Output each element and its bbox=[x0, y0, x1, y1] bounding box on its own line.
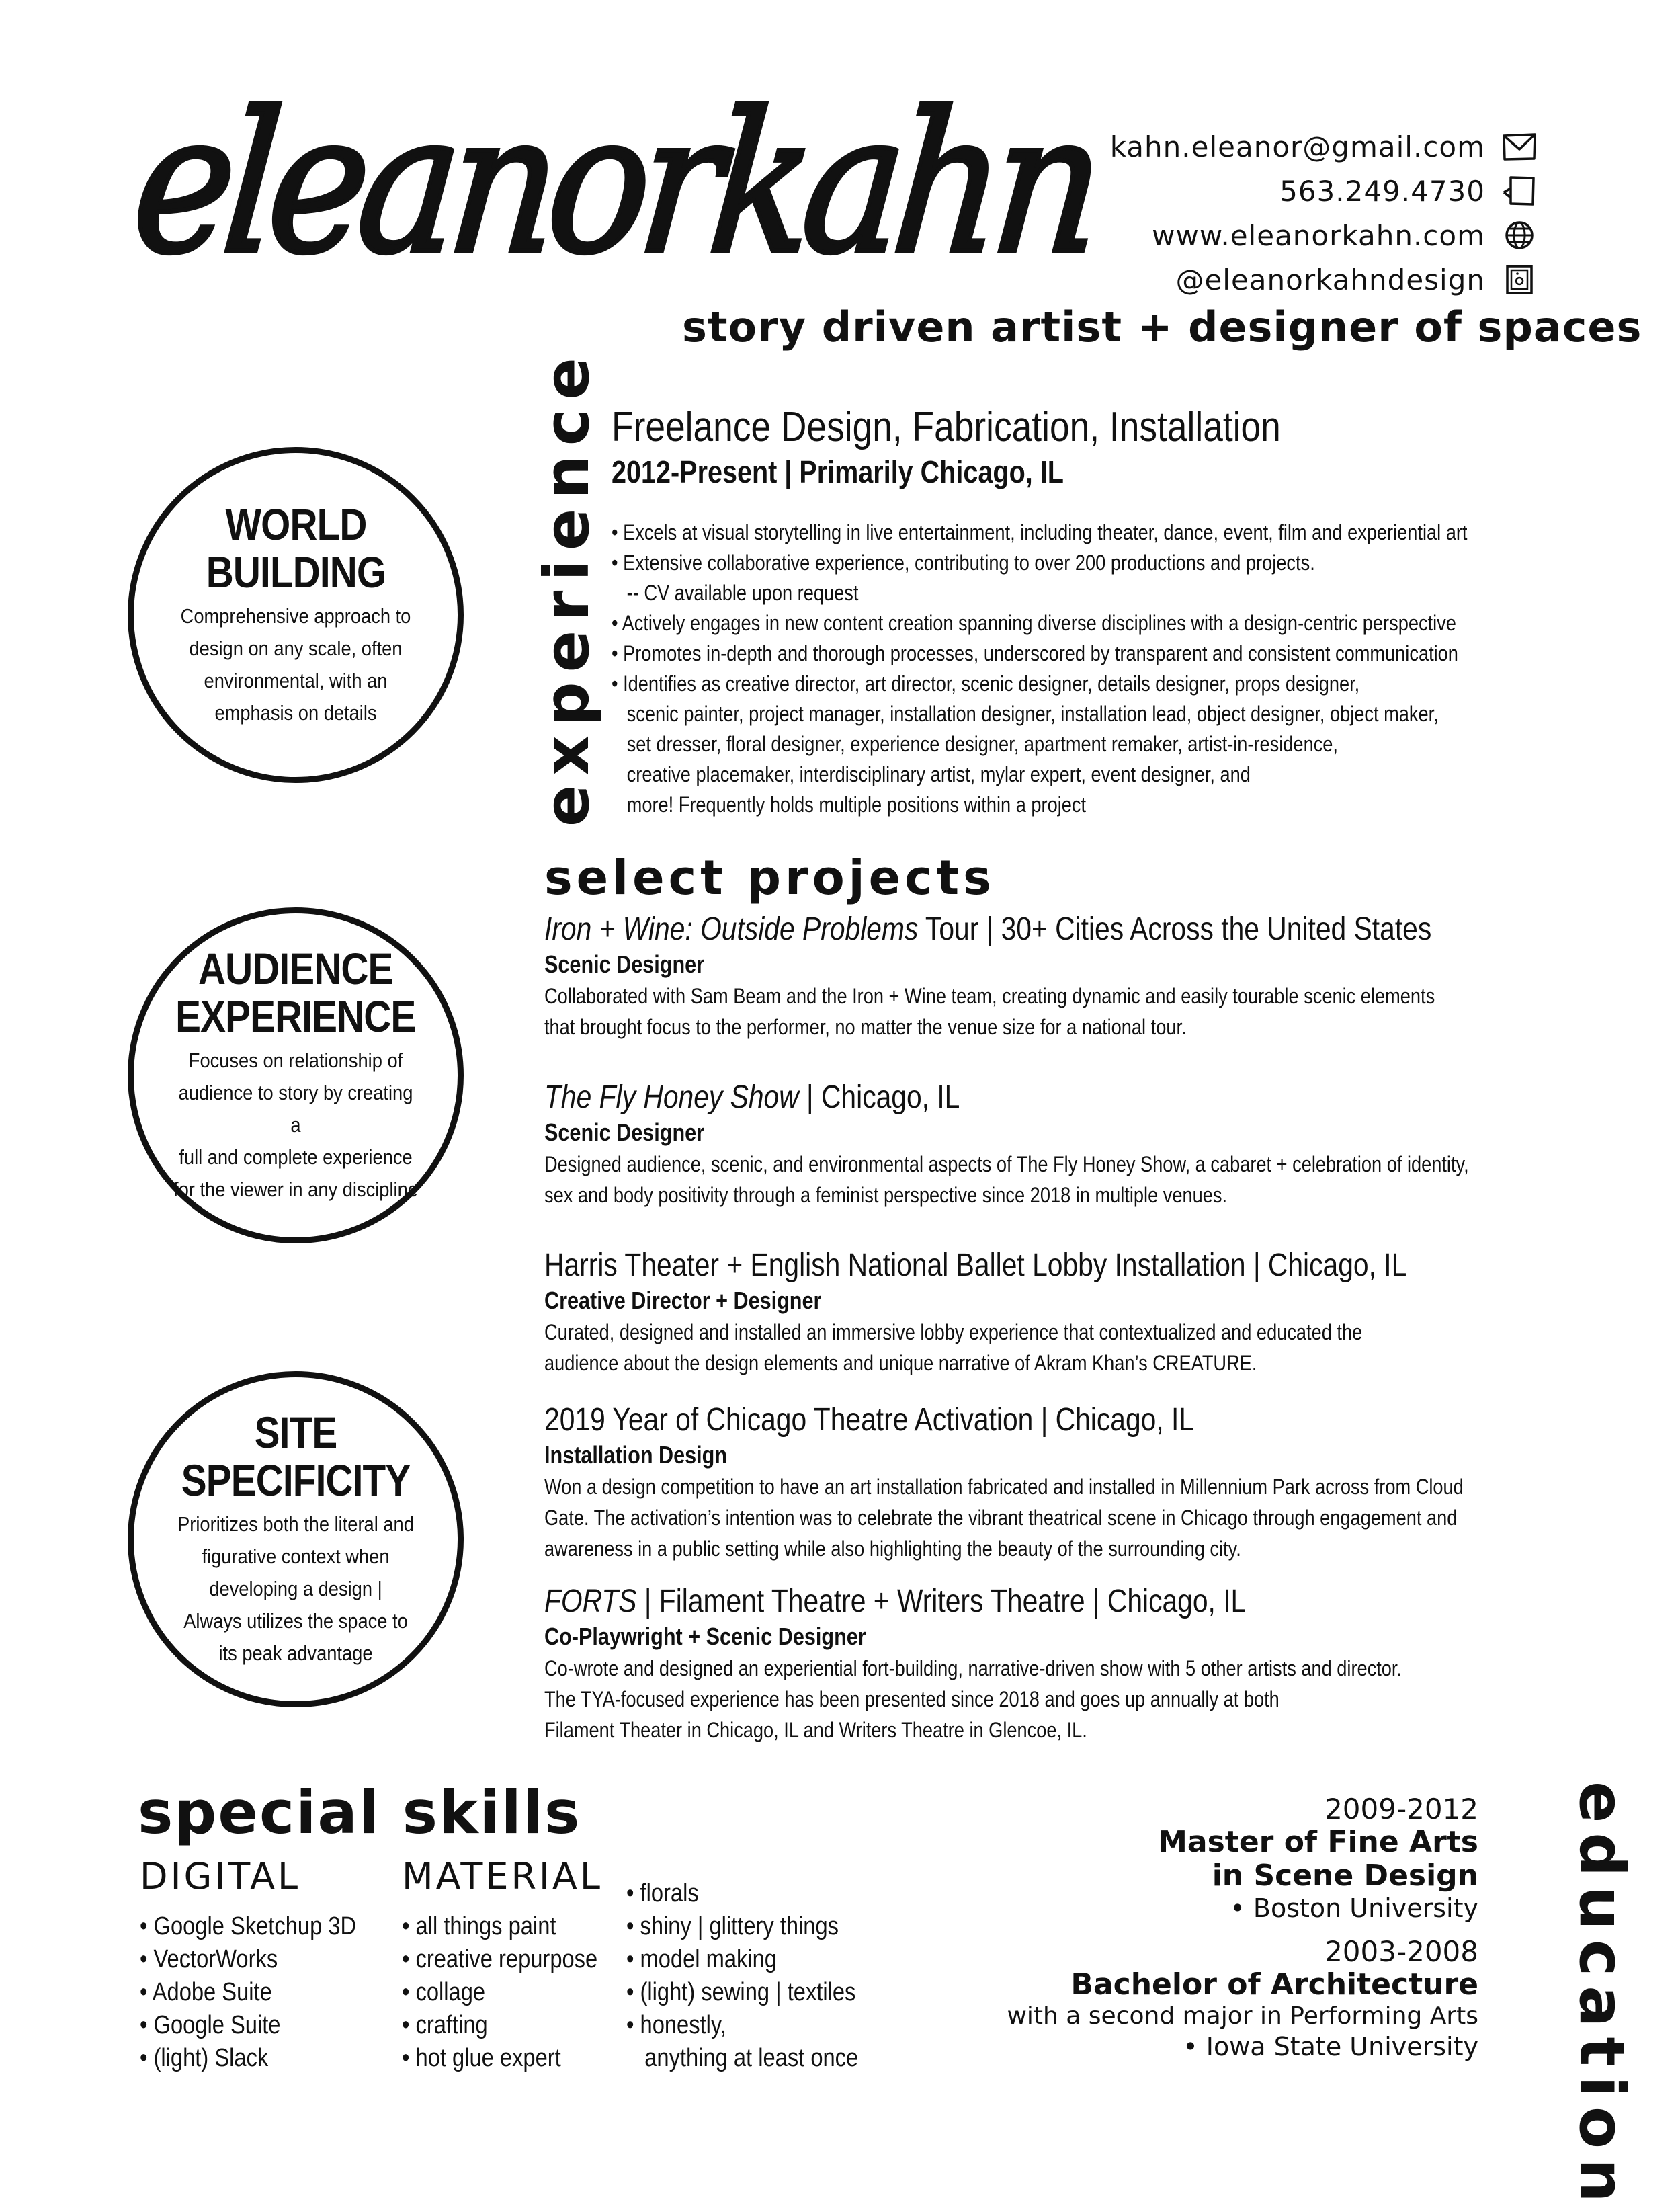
skills-heading: special skills bbox=[138, 1778, 581, 1847]
circle-title: AUDIENCE EXPERIENCE bbox=[175, 943, 416, 1041]
education-degree: Master of Fine Arts bbox=[1158, 1825, 1478, 1859]
experience-line: creative placemaker, interdisciplinary artist, mylar expert, event designer, and bbox=[612, 762, 1251, 786]
project-title bbox=[544, 911, 1504, 948]
list-item: • Google Sketchup 3D bbox=[140, 1912, 357, 1940]
experience-line: • Identifies as creative director, art director, scenic designer, details designer, props designer, bbox=[612, 671, 1360, 696]
project-role: Creative Director + Designer bbox=[544, 1286, 822, 1314]
project-desc-line: Designed audience, scenic, and environmental aspects of The Fly Honey Show, a cabaret + celebration of identity, bbox=[544, 1152, 1469, 1176]
project-title-italic: The Fly Honey Show bbox=[544, 1079, 799, 1115]
contact-list bbox=[800, 124, 1539, 302]
list-item: • collage bbox=[402, 1978, 486, 2006]
list-item: • florals bbox=[626, 1879, 699, 1908]
circle-desc: Comprehensive approach to design on any scale, often environmental, with an emphasis on details bbox=[180, 604, 411, 725]
envelope-icon bbox=[1500, 130, 1539, 163]
project-fly-honey bbox=[544, 1079, 1504, 1211]
globe-icon bbox=[1500, 218, 1539, 252]
circle-audience-experience bbox=[128, 907, 464, 1243]
circle-desc: Focuses on relationship of audience to story by creating a full and complete experience for the viewer in any discipline bbox=[173, 1049, 418, 1202]
circle-title: WORLD BUILDING bbox=[206, 499, 386, 597]
experience-label: experience bbox=[531, 348, 603, 827]
experience-subtitle: 2012-Present | Primarily Chicago, IL bbox=[612, 454, 1064, 489]
project-title-rest: | Filament Theatre + Writers Theatre | Chicago, IL bbox=[636, 1584, 1247, 1619]
skills-material-list bbox=[402, 1910, 597, 2075]
list-item: • (light) Slack bbox=[140, 2044, 269, 2072]
project-title: 2019 Year of Chicago Theatre Activation | Chicago, IL bbox=[544, 1402, 1195, 1438]
experience-line: scenic painter, project manager, installation designer, installation lead, object designer, object maker, bbox=[612, 702, 1439, 726]
list-item: • Google Suite bbox=[140, 2011, 281, 2039]
education-entry-mfa bbox=[874, 1793, 1478, 1924]
phone-icon bbox=[1500, 174, 1539, 208]
experience-line: • Promotes in-depth and thorough processes, underscored by transparent and consistent communication bbox=[612, 641, 1458, 665]
circle-desc: Prioritizes both the literal and figurative context when developing a design | Always utilizes the space to its peak advantage bbox=[177, 1512, 414, 1666]
project-desc-line: Filament Theater in Chicago, IL and Writers Theatre in Glencoe, IL. bbox=[544, 1718, 1087, 1742]
project-title-italic: FORTS bbox=[544, 1584, 637, 1619]
signature-text: eleanorkahn bbox=[125, 71, 1103, 296]
project-harris-theater bbox=[544, 1247, 1504, 1379]
education-entry-barch bbox=[874, 1936, 1478, 2062]
project-iron-wine bbox=[544, 911, 1504, 1042]
circle-title: SITE SPECIFICITY bbox=[181, 1407, 411, 1505]
experience-line: • Extensive collaborative experience, contributing to over 200 productions and projects. bbox=[612, 550, 1315, 575]
project-desc-line: that brought focus to the performer, no matter the venue size for a national tour. bbox=[544, 1015, 1187, 1039]
education-years: 2003-2008 bbox=[1325, 1935, 1478, 1968]
project-desc-line: Won a design competition to have an art installation fabricated and installed in Millennium Park across from Cloud bbox=[544, 1475, 1464, 1499]
education-degree: in Scene Design bbox=[1212, 1858, 1478, 1893]
project-role: Installation Design bbox=[544, 1441, 728, 1469]
contact-email[interactable] bbox=[800, 124, 1539, 169]
list-item: • shiny | glittery things bbox=[626, 1912, 839, 1940]
project-desc-line: The TYA-focused experience has been presented since 2018 and goes up annually at both bbox=[544, 1687, 1279, 1711]
project-title-italic: Iron + Wine: Outside Problems bbox=[544, 911, 919, 947]
experience-line: set dresser, floral designer, experience designer, apartment remaker, artist-in-residence, bbox=[612, 732, 1338, 756]
education-degree: Bachelor of Architecture bbox=[1070, 1967, 1478, 2002]
project-desc-line: awareness in a public setting while also highlighting the beauty of the surrounding city. bbox=[544, 1537, 1241, 1561]
project-title bbox=[544, 1583, 1504, 1621]
list-item: • model making bbox=[626, 1945, 777, 1973]
project-desc-line: audience about the design elements and unique narrative of Akram Khan’s CREATURE. bbox=[544, 1351, 1257, 1375]
circle-site-specificity bbox=[128, 1371, 464, 1707]
project-desc-line: Co-wrote and designed an experiential fort-building, narrative-driven show with 5 other artists and director. bbox=[544, 1656, 1402, 1680]
list-item: • honestly, bbox=[626, 2011, 726, 2039]
list-item: • (light) sewing | textiles bbox=[626, 1978, 856, 2006]
project-desc-line: Collaborated with Sam Beam and the Iron + Wine team, creating dynamic and easily tourable scenic elements bbox=[544, 984, 1435, 1008]
list-item: • Adobe Suite bbox=[140, 1978, 272, 2006]
phone-text[interactable]: 563.249.4730 bbox=[1279, 174, 1485, 208]
website-text[interactable]: www.eleanorkahn.com bbox=[1152, 218, 1485, 252]
experience-line: • Excels at visual storytelling in live entertainment, including theater, dance, event, film and experiential art bbox=[612, 520, 1468, 544]
list-item: • VectorWorks bbox=[140, 1945, 278, 1973]
circle-world-building bbox=[128, 447, 464, 783]
skills-digital-list bbox=[140, 1910, 356, 2075]
contact-phone[interactable] bbox=[800, 169, 1539, 213]
project-chicago-theatre bbox=[544, 1401, 1504, 1564]
experience-line: -- CV available upon request bbox=[612, 581, 859, 605]
project-role: Co-Playwright + Scenic Designer bbox=[544, 1623, 866, 1650]
experience-title: Freelance Design, Fabrication, Installation bbox=[612, 404, 1281, 450]
list-item: • crafting bbox=[402, 2011, 488, 2039]
education-years: 2009-2012 bbox=[1325, 1793, 1478, 1826]
signature-logo bbox=[125, 71, 1103, 329]
project-forts bbox=[544, 1583, 1504, 1746]
project-title-rest: | Chicago, IL bbox=[798, 1079, 960, 1115]
email-text[interactable]: kahn.eleanor@gmail.com bbox=[1109, 130, 1485, 163]
projects-heading: select projects bbox=[544, 850, 995, 905]
list-item: • all things paint bbox=[402, 1912, 556, 1940]
project-role: Scenic Designer bbox=[544, 1118, 705, 1146]
skills-other-list bbox=[626, 1877, 858, 2075]
project-role: Scenic Designer bbox=[544, 950, 705, 978]
contact-website[interactable] bbox=[800, 213, 1539, 257]
experience-line: • Actively engages in new content creation spanning diverse disciplines with a design-centric perspective bbox=[612, 611, 1456, 635]
list-item: • creative repurpose bbox=[402, 1945, 598, 1973]
project-title-rest: Tour | 30+ Cities Across the United States bbox=[918, 911, 1432, 947]
instagram-text[interactable]: @eleanorkahndesign bbox=[1175, 263, 1485, 296]
list-item: anything at least once bbox=[626, 2044, 859, 2072]
project-desc-line: Curated, designed and installed an immersive lobby experience that contextualized and educated the bbox=[544, 1320, 1363, 1344]
experience-bullets bbox=[612, 518, 1554, 820]
education-label: education bbox=[1566, 1781, 1638, 2212]
education-school: • Iowa State University bbox=[1183, 2032, 1478, 2061]
instagram-icon bbox=[1500, 263, 1539, 296]
experience-line: more! Frequently holds multiple positions within a project bbox=[612, 792, 1087, 817]
skills-digital-heading: DIGITAL bbox=[140, 1855, 301, 1897]
project-desc-line: sex and body positivity through a feminist perspective since 2018 in multiple venues. bbox=[544, 1183, 1228, 1207]
project-desc-line: Gate. The activation’s intention was to celebrate the vibrant theatrical scene in Chicago through engagement and bbox=[544, 1506, 1458, 1530]
tagline: story driven artist + designer of spaces bbox=[682, 302, 1642, 352]
project-title: Harris Theater + English National Ballet Lobby Installation | Chicago, IL bbox=[544, 1247, 1407, 1283]
list-item: • hot glue expert bbox=[402, 2044, 561, 2072]
project-title bbox=[544, 1079, 1504, 1116]
contact-instagram[interactable] bbox=[800, 257, 1539, 302]
skills-material-heading: MATERIAL bbox=[402, 1855, 603, 1897]
education-school: • Boston University bbox=[1230, 1893, 1478, 1923]
education-minor: with a second major in Performing Arts bbox=[1007, 2002, 1478, 2030]
